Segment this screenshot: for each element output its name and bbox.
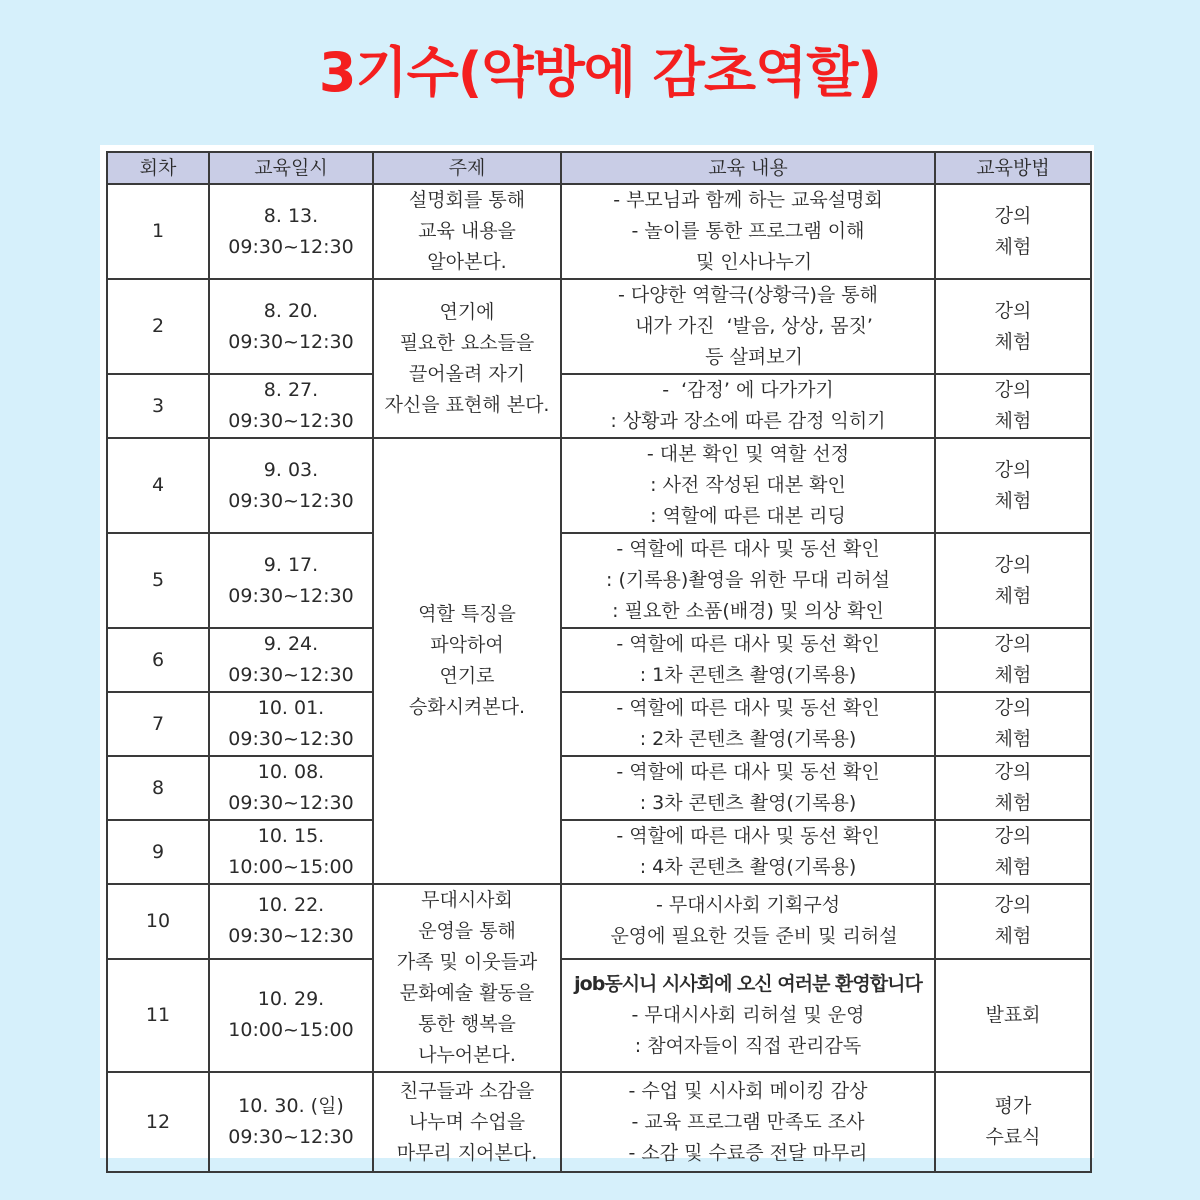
session-content — [561, 820, 935, 884]
method-line: 강의 — [994, 553, 1032, 576]
method-line: 체험 — [994, 330, 1032, 353]
session-time: 09:30~12:30 — [228, 925, 354, 948]
content-line: - ‘감정’ 에 다가가기 — [662, 379, 834, 401]
session-method — [935, 959, 1091, 1072]
content-line: : 2차 콘텐츠 촬영(기록용) — [639, 728, 857, 750]
content-line: 및 인사나누기 — [683, 251, 813, 273]
session-content — [561, 533, 935, 628]
session-number: 11 — [107, 959, 209, 1072]
content-line: - 다양한 역할극(상황극)을 통해 — [617, 284, 879, 306]
content-line: : 1차 콘텐츠 촬영(기록용) — [639, 664, 857, 686]
session-content — [561, 756, 935, 820]
session-datetime — [209, 1072, 373, 1172]
session-method — [935, 820, 1091, 884]
session-method — [935, 438, 1091, 533]
method-line: 체험 — [994, 856, 1032, 878]
session-date: 10. 01. — [257, 697, 325, 719]
session-content — [561, 692, 935, 756]
session-time: 09:30~12:30 — [228, 1126, 354, 1148]
session-time: 09:30~12:30 — [228, 584, 354, 607]
content-line: 등 살펴보기 — [693, 346, 803, 368]
schedule-table — [106, 151, 1092, 1173]
header-session: 회차 — [107, 152, 209, 184]
session-time: 10:00~15:00 — [228, 856, 354, 878]
session-datetime — [209, 533, 373, 628]
content-line: : 참여자들이 직접 관리감독 — [634, 1034, 862, 1057]
header-datetime: 교육일시 — [209, 152, 373, 184]
table-row — [107, 279, 1091, 374]
method-line: 강의 — [994, 633, 1032, 655]
topic-line: 운영을 통해 — [418, 920, 516, 942]
session-date: 10. 29. — [257, 988, 325, 1011]
method-line: 평가 — [994, 1095, 1032, 1117]
session-datetime — [209, 184, 373, 279]
method-line: 강의 — [994, 894, 1032, 917]
session-date: 10. 30. (일) — [238, 1095, 344, 1117]
content-line: - 역할에 따른 대사 및 동선 확인 — [616, 825, 880, 847]
session-datetime — [209, 692, 373, 756]
method-line: 체험 — [994, 792, 1032, 814]
topic-line: 연기에 — [439, 300, 495, 323]
session-date: 9. 17. — [263, 553, 319, 576]
topic-line: 친구들과 소감을 — [399, 1079, 535, 1102]
session-content — [561, 438, 935, 533]
session-method — [935, 279, 1091, 374]
session-method — [935, 756, 1091, 820]
session-number: 10 — [107, 884, 209, 959]
table-row — [107, 756, 1091, 820]
table-row — [107, 184, 1091, 279]
table-header-row — [107, 152, 1091, 184]
session-topic — [373, 279, 561, 438]
header-method: 교육방법 — [935, 152, 1091, 184]
content-line: 운영에 필요한 것들 준비 및 리허설 — [598, 925, 898, 948]
schedule-sheet — [100, 145, 1094, 1164]
content-line: - 무대시사회 기획구성 — [655, 894, 841, 917]
session-time: 09:30~12:30 — [228, 330, 354, 353]
content-line: - 교육 프로그램 만족도 조사 — [631, 1110, 865, 1133]
method-line: 강의 — [994, 204, 1032, 227]
method-line: 체험 — [994, 584, 1032, 607]
table-row — [107, 628, 1091, 692]
session-datetime — [209, 374, 373, 438]
content-line: : 필요한 소품(배경) 및 의상 확인 — [612, 600, 884, 622]
method-line: 체험 — [994, 235, 1032, 258]
session-content — [561, 279, 935, 374]
table-row — [107, 438, 1091, 533]
session-datetime — [209, 884, 373, 959]
method-line: 강의 — [994, 379, 1032, 401]
table-row — [107, 820, 1091, 884]
session-method — [935, 533, 1091, 628]
session-date: 10. 15. — [257, 825, 325, 847]
session-content — [561, 959, 935, 1072]
session-date: 8. 13. — [263, 204, 319, 227]
topic-line: 교육 내용을 — [418, 220, 516, 242]
session-date: 10. 22. — [257, 894, 325, 917]
method-line: 체험 — [994, 728, 1032, 750]
session-topic — [373, 184, 561, 279]
session-content — [561, 374, 935, 438]
method-line: 강의 — [994, 458, 1032, 481]
topic-line: 승화시켜본다. — [408, 696, 526, 718]
content-line: - 놀이를 통한 프로그램 이해 — [631, 220, 865, 242]
content-line: - 역할에 따른 대사 및 동선 확인 — [616, 761, 880, 783]
topic-line: 마무리 지어본다. — [396, 1141, 538, 1164]
header-topic: 주제 — [373, 152, 561, 184]
session-time: 09:30~12:30 — [228, 235, 354, 258]
session-time: 09:30~12:30 — [228, 664, 354, 686]
method-line: 강의 — [994, 299, 1032, 322]
table-row — [107, 374, 1091, 438]
session-content — [561, 628, 935, 692]
method-line: 발표회 — [985, 1003, 1041, 1026]
topic-line: 알아본다. — [427, 251, 507, 273]
session-number: 8 — [107, 756, 209, 820]
method-line: 체험 — [994, 489, 1032, 512]
session-content — [561, 184, 935, 279]
session-topic — [373, 1072, 561, 1172]
method-line: 체험 — [994, 664, 1032, 686]
table-row — [107, 692, 1091, 756]
table-row — [107, 884, 1091, 959]
session-date: 9. 24. — [263, 633, 319, 655]
session-date: 9. 03. — [263, 458, 319, 481]
session-content — [561, 1072, 935, 1172]
session-number: 3 — [107, 374, 209, 438]
page-title: 3기수(약방에 감초역할) — [318, 41, 882, 104]
content-line: : 4차 콘텐츠 촬영(기록용) — [639, 856, 857, 878]
topic-line: 설명회를 통해 — [408, 189, 526, 211]
session-time: 09:30~12:30 — [228, 792, 354, 814]
method-line: 강의 — [994, 761, 1032, 783]
session-date: 8. 27. — [263, 379, 319, 401]
session-datetime — [209, 438, 373, 533]
topic-line: 가족 및 이웃들과 — [396, 951, 538, 973]
content-line: - 역할에 따른 대사 및 동선 확인 — [616, 538, 880, 560]
content-line: : 3차 콘텐츠 촬영(기록용) — [639, 792, 857, 814]
content-line: - 무대시사회 리허설 및 운영 — [631, 1003, 865, 1026]
session-date: 10. 08. — [257, 761, 325, 783]
content-line: - 소감 및 수료증 전달 마무리 — [628, 1141, 868, 1164]
content-line: : 상황과 장소에 따른 감정 익히기 — [610, 410, 886, 432]
content-line: : 사전 작성된 대본 확인 — [650, 474, 846, 496]
session-method — [935, 628, 1091, 692]
session-content — [561, 884, 935, 959]
content-line: - 대본 확인 및 역할 선정 — [646, 443, 850, 465]
topic-line: 끌어올려 자기 — [408, 362, 526, 385]
session-topic — [373, 884, 561, 1072]
session-datetime — [209, 820, 373, 884]
topic-line: 파악하여 — [430, 634, 504, 656]
welcome-banner-text: job동시니 시사회에 오신 여러분 환영합니다 — [574, 972, 922, 995]
session-number: 1 — [107, 184, 209, 279]
session-method — [935, 184, 1091, 279]
header-content: 교육 내용 — [561, 152, 935, 184]
topic-line: 나누며 수업을 — [408, 1110, 526, 1133]
method-line: 강의 — [994, 697, 1032, 719]
topic-line: 나누어본다. — [418, 1044, 516, 1066]
session-method — [935, 374, 1091, 438]
session-method — [935, 884, 1091, 959]
table-row — [107, 959, 1091, 1072]
topic-line: 통한 행복을 — [418, 1013, 516, 1035]
session-method — [935, 1072, 1091, 1172]
session-time: 09:30~12:30 — [228, 410, 354, 432]
session-number: 2 — [107, 279, 209, 374]
table-row — [107, 533, 1091, 628]
topic-line: 연기로 — [439, 665, 495, 687]
table-row — [107, 1072, 1091, 1172]
session-number: 9 — [107, 820, 209, 884]
session-datetime — [209, 279, 373, 374]
topic-line: 문화예술 활동을 — [399, 982, 535, 1004]
session-number: 5 — [107, 533, 209, 628]
topic-line: 필요한 요소들을 — [399, 331, 535, 354]
session-time: 09:30~12:30 — [228, 728, 354, 750]
session-date: 8. 20. — [263, 299, 319, 322]
content-line: - 부모님과 함께 하는 교육설명회 — [613, 189, 883, 211]
session-topic — [373, 438, 561, 884]
topic-line: 무대시사회 — [421, 889, 513, 911]
content-line: : 역할에 따른 대본 리딩 — [650, 505, 846, 527]
method-line: 체험 — [994, 410, 1032, 432]
session-number: 7 — [107, 692, 209, 756]
session-datetime — [209, 756, 373, 820]
content-line: - 역할에 따른 대사 및 동선 확인 — [616, 633, 880, 655]
content-line: 내가 가진 ‘발음, 상상, 몸짓’ — [623, 315, 873, 337]
content-line: - 수업 및 시사회 메이킹 감상 — [628, 1079, 868, 1102]
session-datetime — [209, 628, 373, 692]
session-number: 4 — [107, 438, 209, 533]
content-line: - 역할에 따른 대사 및 동선 확인 — [616, 697, 880, 719]
session-number: 6 — [107, 628, 209, 692]
content-line: : (기록용)촬영을 위한 무대 리허설 — [606, 569, 890, 591]
topic-line: 역할 특징을 — [418, 603, 516, 625]
method-line: 체험 — [994, 925, 1032, 948]
topic-line: 자신을 표현해 본다. — [384, 393, 550, 416]
session-time: 09:30~12:30 — [228, 489, 354, 512]
session-time: 10:00~15:00 — [228, 1019, 354, 1042]
session-method — [935, 692, 1091, 756]
method-line: 강의 — [994, 825, 1032, 847]
session-number: 12 — [107, 1072, 209, 1172]
method-line: 수료식 — [985, 1126, 1041, 1148]
session-datetime — [209, 959, 373, 1072]
